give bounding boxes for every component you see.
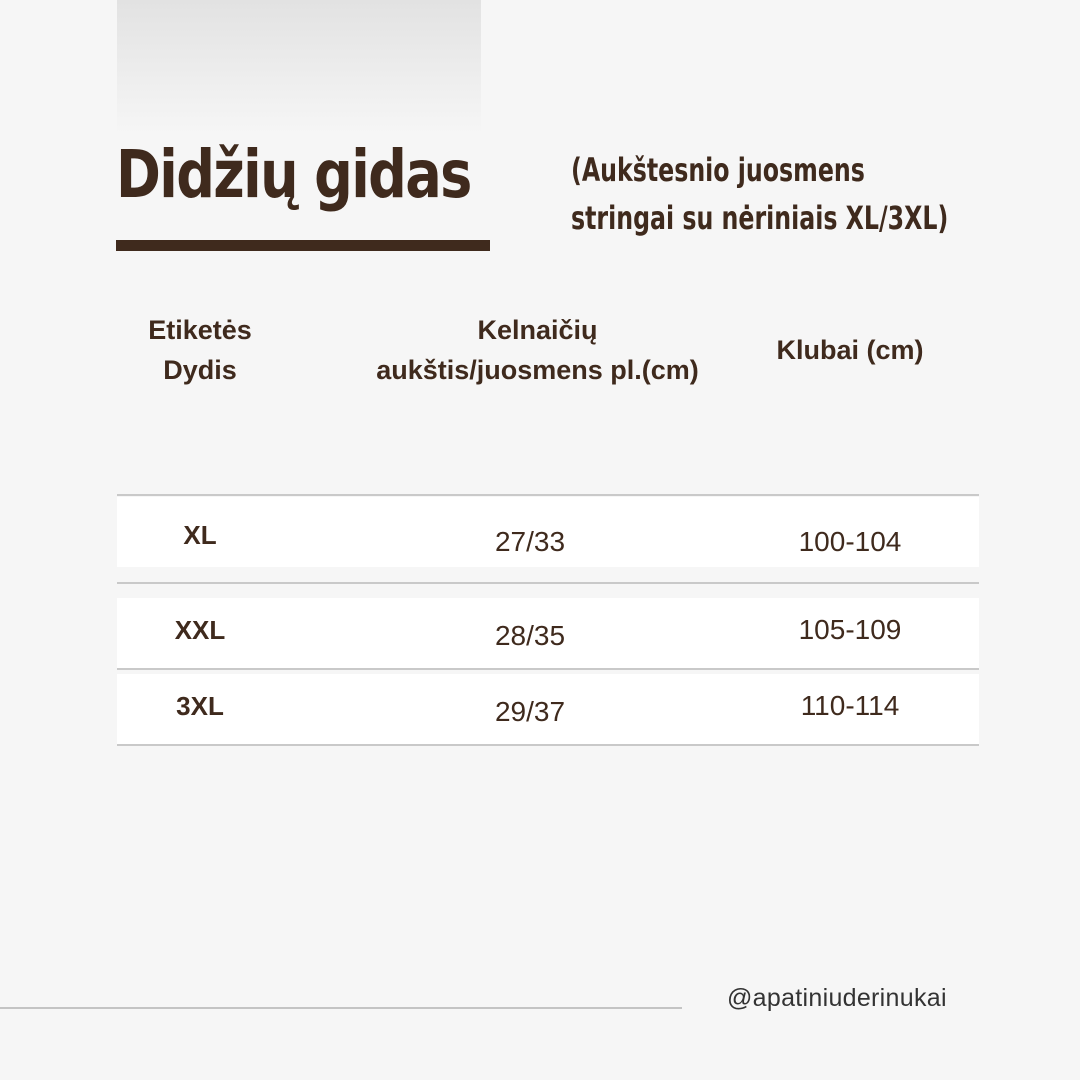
footer-divider bbox=[0, 1007, 682, 1009]
table-rule bbox=[117, 744, 979, 746]
header-hips-line-1: Klubai (cm) bbox=[776, 335, 924, 365]
header-height-line-2: aukštis/juosmens pl.(cm) bbox=[376, 355, 699, 385]
cell-size: XL bbox=[183, 520, 217, 550]
cell-height-waist: 29/37 bbox=[494, 696, 566, 727]
header-hips bbox=[745, 330, 955, 370]
table-rule bbox=[117, 582, 979, 584]
table-rule bbox=[117, 668, 979, 670]
subtitle-line-1: (Aukštesnio juosmens bbox=[571, 151, 865, 189]
header-height-line-1: Kelnaičių bbox=[477, 315, 598, 345]
header-size-line-1: Etiketės bbox=[148, 315, 252, 345]
cell-size: XXL bbox=[174, 615, 226, 645]
header-size-label bbox=[110, 310, 290, 390]
header-size-line-2: Dydis bbox=[163, 355, 237, 385]
cell-hips: 105-109 bbox=[798, 614, 902, 645]
page-title: Didžių gidas bbox=[116, 136, 471, 213]
header-height-waist bbox=[330, 310, 745, 390]
page-subtitle bbox=[571, 146, 948, 242]
decorative-gradient-panel bbox=[117, 0, 481, 135]
cell-size: 3XL bbox=[176, 691, 224, 721]
subtitle-line-2: stringai su nėriniais XL/3XL) bbox=[571, 199, 949, 237]
title-underline bbox=[116, 240, 490, 251]
cell-height-waist: 28/35 bbox=[494, 620, 566, 651]
cell-hips: 110-114 bbox=[800, 690, 900, 721]
social-handle: @apatiniuderinukai bbox=[727, 984, 947, 1012]
cell-height-waist: 27/33 bbox=[494, 526, 566, 557]
cell-hips: 100-104 bbox=[798, 526, 902, 557]
table-rule bbox=[117, 494, 979, 496]
